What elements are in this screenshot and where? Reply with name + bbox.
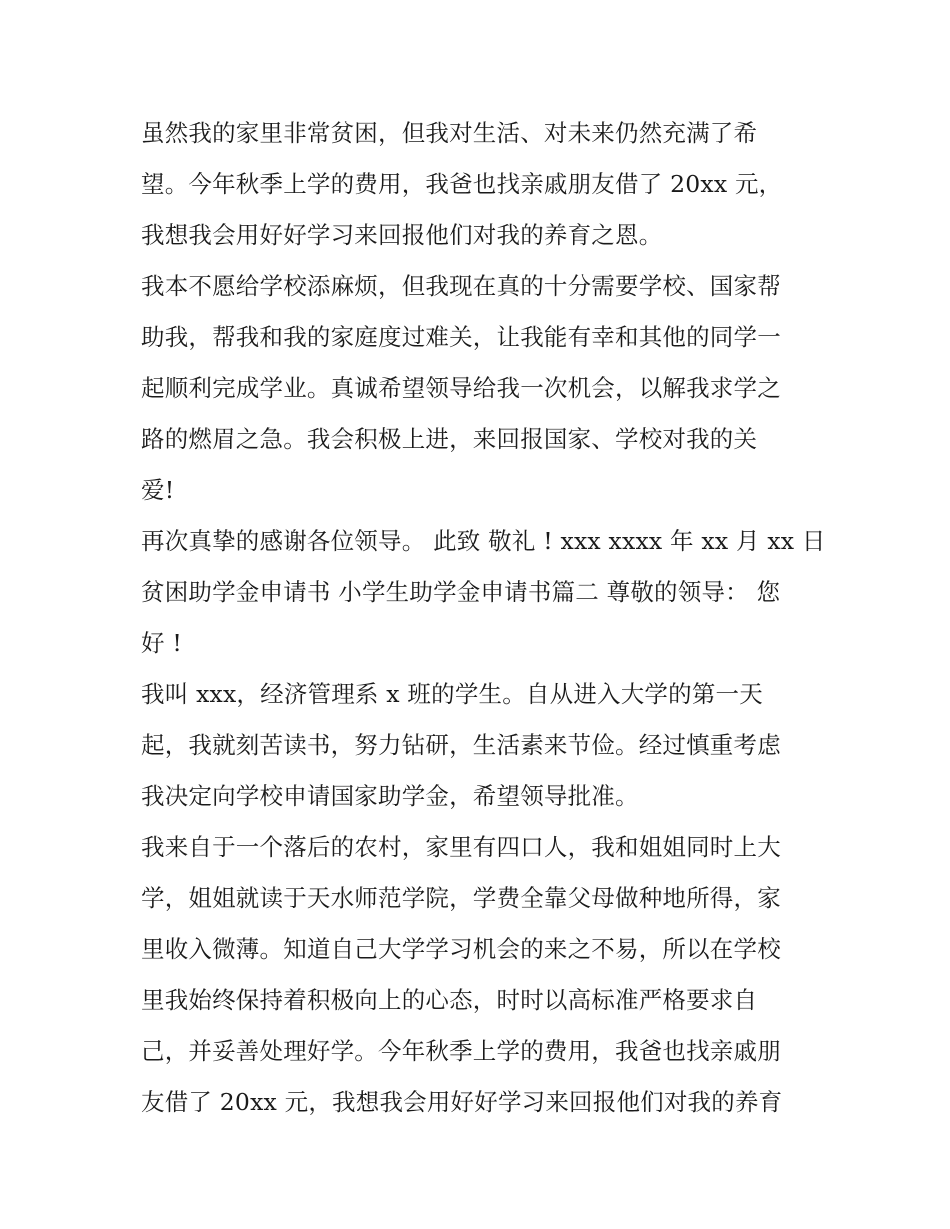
text-line: 我来自于一个落后的农村，家里有四口人，我和姐姐同时上大 xyxy=(141,833,781,861)
text-line: 爱! xyxy=(141,476,175,504)
text-line: 我决定向学校申请国家助学金，希望领导批准。 xyxy=(141,782,639,810)
text-line: 己，并妥善处理好学。今年秋季上学的费用，我爸也找亲戚朋 xyxy=(141,1037,781,1065)
text-line: 虽然我的家里非常贫困，但我对生活、对未来仍然充满了希 xyxy=(141,119,758,147)
text-line: 里收入微薄。知道自己大学学习机会的来之不易，所以在学校 xyxy=(141,935,781,963)
text-line: 我本不愿给学校添麻烦，但我现在真的十分需要学校、国家帮 xyxy=(141,272,781,300)
document-body xyxy=(141,108,826,1128)
text-line: 路的燃眉之急。我会积极上进，来回报国家、学校对我的关 xyxy=(141,425,758,453)
text-line: 望。今年秋季上学的费用，我爸也找亲戚朋友借了 20xx 元， xyxy=(141,170,783,198)
text-line: 好 ! xyxy=(141,629,183,657)
text-line: 里我始终保持着积极向上的心态，时时以高标准严格要求自 xyxy=(141,986,758,1014)
text-line: 起，我就刻苦读书，努力钻研，生活素来节俭。经过慎重考虑 xyxy=(141,731,781,759)
text-line: 起顺利完成学业。真诚希望领导给我一次机会，以解我求学之 xyxy=(141,374,781,402)
text-line: 贫困助学金申请书 小学生助学金申请书篇二 尊敬的领导： 您 xyxy=(141,578,781,606)
text-line: 友借了 20xx 元，我想我会用好好学习来回报他们对我的养育 xyxy=(141,1088,783,1116)
text-line: 学，姐姐就读于天水师范学院，学费全靠父母做种地所得，家 xyxy=(141,884,781,912)
text-line: 我想我会用好好学习来回报他们对我的养育之恩。 xyxy=(141,221,663,249)
text-line: 再次真挚的感谢各位领导。 此致 敬礼 ! xxx xxxx 年 xx 月 xx 日 xyxy=(141,527,826,555)
text-line: 我叫 xxx，经济管理系 x 班的学生。自从进入大学的第一天 xyxy=(141,680,763,708)
text-line: 助我，帮我和我的家庭度过难关，让我能有幸和其他的同学一 xyxy=(141,323,781,351)
